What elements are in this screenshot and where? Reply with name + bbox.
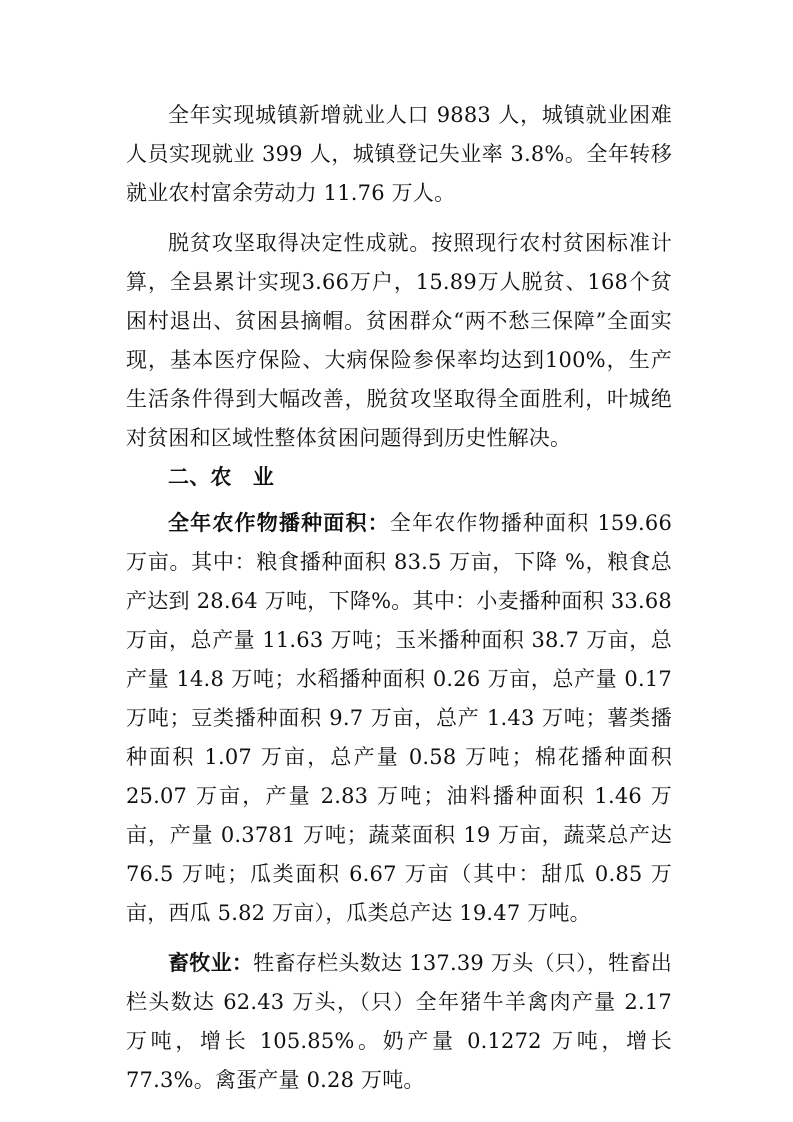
livestock-lead: 畜牧业： (168, 951, 254, 975)
section-heading-agriculture: 二、农 业 (168, 465, 274, 489)
poverty-alleviation-paragraph: 脱贫攻坚取得决定性成就。按照现行农村贫困标准计算，全县累计实现3.66万户，15.89万人脱贫、168个贫困村退出、贫困县摘帽。贫困群众“两不愁三保障”全面实现，基本医疗保险、大病保险参保率均达到100%，生产生活条件得到大幅改善，脱贫攻坚取得全面胜利，叶城绝对贫困和区域性整体贫困问题得到历史性解决。 (126, 231, 672, 450)
livestock-paragraph (126, 944, 672, 1100)
livestock-text: 牲畜存栏头数达 137.39 万头（只），牲畜出栏头数达 62.43 万头，（只）全年猪牛羊禽肉产量 2.17 万吨，增长 105.85%。奶产量 0.1272 万吨，增长 77.3%。禽蛋产量 0.28 万吨。 (126, 951, 672, 1092)
crop-planting-lead: 全年农作物播种面积： (168, 511, 390, 535)
crop-planting-text: 全年农作物播种面积 159.66 万亩。其中：粮食播种面积 83.5 万亩，下降 %，粮食总产达到 28.64 万吨，下降%。其中：小麦播种面积 33.68 万亩，总产量 11.63 万吨；玉米播种面积 38.7 万亩，总产量 14.8 万吨；水稻播种面积 0.26 万亩，总产量 0.17 万吨；豆类播种面积 9.7 万亩，总产 1.43 万吨；薯类播种面积 1.07 万亩，总产量 0.58 万吨；棉花播种面积 25.07 万亩，产量 2.83 万吨；油料播种面积 1.46 万亩，产量 0.3781 万吨；蔬菜面积 19 万亩，蔬菜总产达 76.5 万吨；瓜类面积 6.67 万亩（其中：甜瓜 0.85 万亩，西瓜 5.82 万亩），瓜类总产达 19.47 万吨。 (126, 511, 673, 925)
document-page (126, 96, 672, 1111)
crop-planting-paragraph (126, 504, 672, 933)
employment-paragraph: 全年实现城镇新增就业人口 9883 人，城镇就业困难人员实现就业 399 人，城镇登记失业率 3.8%。全年转移就业农村富余劳动力 11.76 万人。 (126, 103, 672, 205)
